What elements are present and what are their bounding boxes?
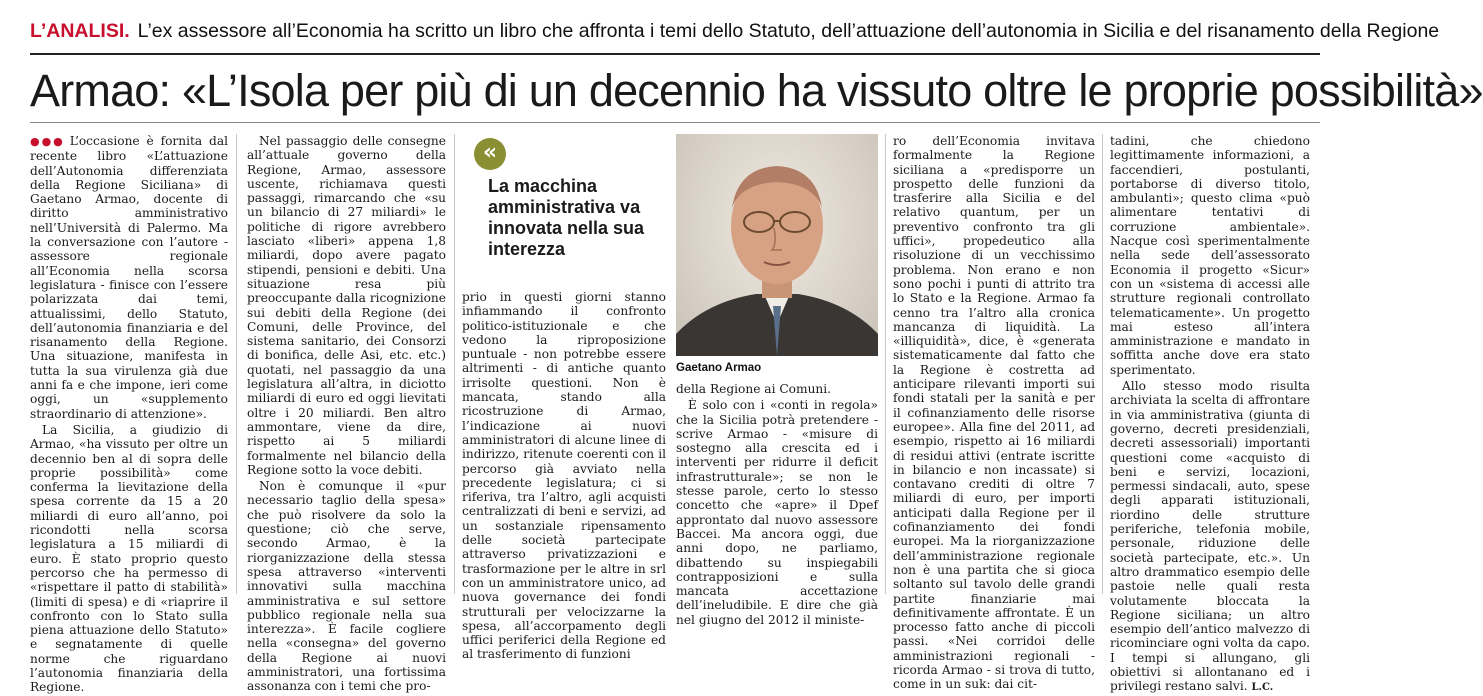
column-divider (454, 134, 455, 594)
paragraph: ro dell’Economia invitava formalmente la Regione siciliana a «predisporre un prospetto delle funzioni da trasferire alla Sicilia e del relativo quantum, per un preventivo confronto tra gli uffici», propedeutico alla risoluzione di un vecchissimo problema. Non erano e non sono pochi i punti di attrito tra lo Stato e la Regione. Armao fa cenno tra l’altro alla cronica mancanza di liquidità. La «illiquidità», dice, è «generata sistematicamente dal fatto che la Regione è costretta ad anticipare rilevanti importi sui fondi statali per la sanità e per il cofinanziamento delle risorse europee». Alla fine del 2011, ad esempio, rispetto ai 16 miliardi di residui attivi (entrate iscritte in bilancio e non incassate) si contavano crediti di oltre 7 miliardi di euro, per importi anticipati dalla Regione per il cofinanziamento dei fondi europei. Ma la riorganizzazione dell’amministrazione regionale non è una partita che si gioca soltanto sul tavolo delle grandi partite finanziarie mai definitivamente affrontate. È un processo fatto anche di piccoli passi. «Nei corridoi delle amministrazioni regionali - ricorda Armao - si trova di tutto, come in un suk: dai cit- (893, 134, 1095, 692)
column-divider (236, 134, 237, 594)
column-5 (893, 134, 1095, 692)
column-2 (247, 134, 446, 694)
paragraph: È solo con i «conti in regola» che la Sicilia potrà pretendere - scrive Armao - «misure di sostegno alla crescita ed i interventi per ridurre il deficit infrastrutturale»; se non le stesse parole, certo lo stesso concetto che «apre» il Dpef approntato dal nuovo assessore Baccei. Ma ancora oggi, due anni dopo, ne parliamo, dibattendo su inspiegabili contrapposizioni e sulla mancata accettazione dell’ineludibile. E dire che già nel giugno del 2012 il ministe- (676, 398, 878, 627)
paragraph: Nel passaggio delle consegne all’attuale governo della Regione, Armao, assessore uscente, richiamava questi passaggi, rimarcando che «su un bilancio di 27 miliardi» le politiche di rigore avrebbero lasciato «liberi» appena 1,8 miliardi, dopo avere pagato stipendi, pensioni e debiti. Una situazione resa più preoccupante dalla ricognizione sui debiti della Regione (dei Comuni, delle Province, del sistema sanitario, dei Consorzi di bonifica, delle Asi, etc. etc.) quotati, nel passaggio da una legislatura all’altra, in diciotto miliardi di euro ed oggi lievitati oltre i 20 miliardi. Ben altro ammontare, viene da dire, rispetto ai 5 miliardi formalmente nel bilancio della Regione sotto la voce debiti. (247, 134, 446, 477)
column-6 (1110, 134, 1310, 694)
author-signature: L.C. (1251, 682, 1274, 694)
paragraph: Allo stesso modo risulta archiviata la scelta di affrontare in via amministrativa (giunta di governo, decreti presidenziali, decreti assessoriali) importanti questioni come «acquisto di beni e servizi, locazioni, permessi sindacali, auto, spese degli apparati istituzionali, riordino delle strutture periferiche, telefonia mobile, personale, riduzione delle società partecipate, etc.». Un altro drammatico esempio delle pastoie nelle quali resta volutamente bloccata la Regione siciliana; un altro esempio dell’antico malvezzo di ricominciare ogni volta da capo. I tempi si allungano, gli obiettivi si allontanano ed i privilegi restano salvi. L.C. (1110, 379, 1310, 694)
column-4 (676, 382, 878, 627)
sidebar-box (462, 136, 667, 284)
portrait-illustration (676, 134, 878, 356)
double-chevron-left-icon: « (474, 138, 506, 170)
top-rule (30, 53, 1320, 55)
section-label: L’ANALISI. (30, 20, 130, 42)
paragraph: della Regione ai Comuni. (676, 382, 832, 396)
kicker-summary: L’ex assessore all’Economia ha scritto un libro che affronta i temi dello Statuto, dell’attuazione dell’autonomia in Sicilia e del risanamento della Regione (137, 20, 1440, 42)
sidebar-heading: La macchina amministrativa va innovata nella sua interezza (488, 176, 645, 259)
kicker-line (30, 14, 1440, 48)
portrait-photo (676, 134, 878, 356)
column-divider (1102, 134, 1103, 594)
photo-caption: Gaetano Armao (676, 362, 762, 374)
paragraph: prio in questi giorni stanno infiammando il confronto politico-istituzionale e che vedono la riproposizione puntuale - non potrebbe essere altrimenti - di antiche quanto irrisolte questioni. Non è mancata, stando alla ricostruzione di Armao, l’indicazione ai nuovi amministratori di alcune linee di indirizzo, ritenute coerenti con il percorso già avviato nella precedente legislatura; ci si riferiva, tra l’altro, agli acquisti centralizzati di beni e servizi, ad un sostanziale ripensamento delle società partecipate attraverso privatizzazioni e trasformazione per le altre in srl con un amministratore unico, ad nuova governance dei fondi strutturali per velocizzarne la spesa, all’accorpamento degli uffici periferici della Regione ed al trasferimento di funzioni (462, 290, 666, 662)
column-3 (462, 290, 666, 662)
column-1 (30, 134, 229, 695)
headline: Armao: «L’Isola per più di un decennio ha vissuto oltre le proprie possibilità» (30, 65, 1483, 116)
bullet-dots-icon: ●●● (30, 135, 65, 148)
headline-rule (30, 122, 1320, 123)
column-divider (885, 134, 886, 594)
paragraph: Non è comunque il «pur necessario taglio della spesa» che può risolvere da solo la questione; ciò che serve, secondo Armao, è la riorganizzazione della stessa spesa attraverso «interventi innovativi sulla macchina amministrativa e sul settore pubblico regionale nella sua interezza». È facile cogliere nella «consegna» del governo della Regione ai nuovi amministratori, una fortissima assonanza con i temi che pro- (247, 479, 446, 694)
paragraph: tadini, che chiedono legittimamente informazioni, a faccendieri, postulanti, portaborse di diverso titolo, ambulanti»; questo clima «può alimentare tentativi di corruzione ambientale». Nacque così sperimentalmente nella sede dell’assessorato Economia il progetto «Sicur» con un «sistema di accessi alle strutture regionali controllato telematicamente». Un progetto mai esteso all’intera amministrazione e mandato in soffitta anche dove era stato sperimentato. (1110, 134, 1310, 377)
paragraph: ●●● L’occasione è fornita dal recente libro «L’attuazione dell’Autonomia differenziata della Regione Siciliana» di Gaetano Armao, docente di diritto amministrativo nell’Università di Palermo. Ma la conversazione con l’autore - assessore regionale all’Economia nella scorsa legislatura - finisce con l’essere polarizzata dai temi, attualissimi, dello Statuto, dell’autonomia finanziaria e del risanamento della Regione. Una situazione, manifesta in tutta la sua virulenza già due anni fa e che impone, ieri come oggi, un «supplemento straordinario di attenzione». (30, 134, 229, 421)
paragraph: La Sicilia, a giudizio di Armao, «ha vissuto per oltre un decennio ben al di sopra delle proprie possibilità» come conferma la lievitazione della spesa corrente da 15 a 20 miliardi di euro all’anno, poi ricondotti nella scorsa legislatura a 15 miliardi di euro. È stato proprio questo percorso che ha permesso di «rispettare il patto di stabilità» (limiti di spesa) e di «riaprire il confronto con lo Stato sulla piena attuazione dello Statuto» e segnatamente di quelle norme che riguardano l’autonomia finanziaria della Regione. (30, 422, 228, 695)
